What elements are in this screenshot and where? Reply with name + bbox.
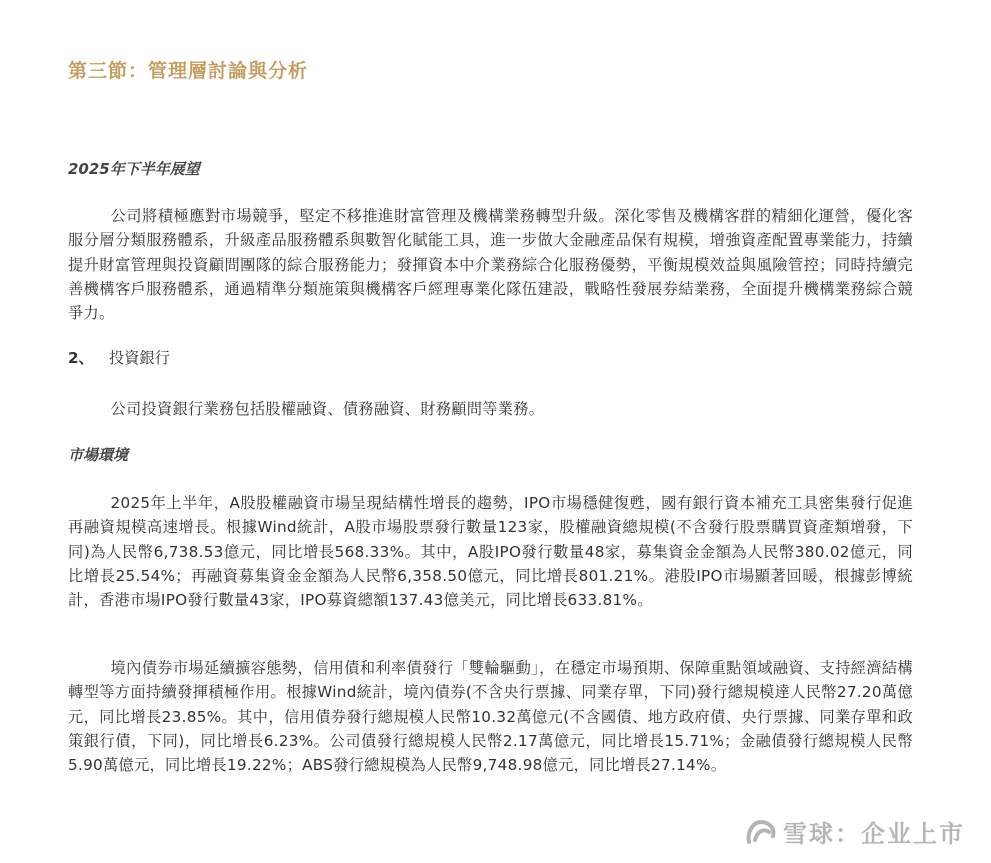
outlook-heading: 2025年下半年展望 bbox=[68, 160, 200, 178]
market-paragraph-1: 2025年上半年，A股股權融資市場呈現結構性增長的趨勢，IPO市場穩健復甦，國有銀行資本補充工具密集發行促進再融資規模高速增長。根據Wind統計，A股市場股票發行數量123家，股權融資總規模(不含發行股票購買資產類增發，下同)為人民幣6,738.53億元，同比增長568.33%。其中，A股IPO發行數量48家，募集資金金額為人民幣380.02億元，同比增長25.54%；再融資募集資金金額為人民幣6,358.50億元，同比增長801.21%。港股IPO市場顯著回暖，根據彭博統計，香港市場IPO發行數量43家，IPO募資總額137.43億美元，同比增長633.81%。 bbox=[68, 494, 913, 610]
market-heading: 市場環境 bbox=[68, 446, 129, 464]
snowball-logo-icon bbox=[745, 818, 777, 846]
market-paragraph-2: 境內債券市場延續擴容態勢，信用債和利率債發行「雙輪驅動」，在穩定市場預期、保障重點領域融資、支持經濟結構轉型等方面持續發揮積極作用。根據Wind統計，境內債券(不含央行票據、同業存單，下同)發行總規模達人民幣27.20萬億元，同比增長23.85%。其中，信用債券發行總規模人民幣10.32萬億元(不含國債、地方政府債、央行票據、同業存單和政策銀行債，下同)，同比增長6.23%。公司債發行總規模人民幣2.17萬億元，同比增長15.71%；金融債發行總規模人民幣5.90萬億元，同比增長19.22%；ABS發行總規模為人民幣9,748.98億元，同比增長27.14%。 bbox=[68, 659, 913, 775]
item-heading-investment-banking bbox=[68, 347, 170, 368]
item-title: 投資銀行 bbox=[109, 349, 170, 367]
watermark bbox=[745, 814, 965, 849]
investment-banking-paragraph: 公司投資銀行業務包括股權融資、債務融資、財務顧問等業務。 bbox=[110, 400, 545, 418]
item-number: 2、 bbox=[68, 349, 94, 367]
outlook-paragraph: 公司將積極應對市場競爭，堅定不移推進財富管理及機構業務轉型升級。深化零售及機構客群的精細化運營，優化客服分層分類服務體系，升級產品服務體系與數智化賦能工具，進一步做大金融產品保有規模，增強資產配置專業能力，持續提升財富管理與投資顧問團隊的綜合服務能力；發揮資本中介業務綜合化服務優勢，平衡規模效益與風險管控；同時持續完善機構客戶服務體系，通過精準分類施策與機構客戶經理專業化隊伍建設，戰略性發展券結業務，全面提升機構業務綜合競爭力。 bbox=[68, 207, 913, 323]
section-title: 第三節：管理層討論與分析 bbox=[68, 60, 309, 82]
watermark-text: 雪球：企业上市 bbox=[783, 820, 965, 848]
